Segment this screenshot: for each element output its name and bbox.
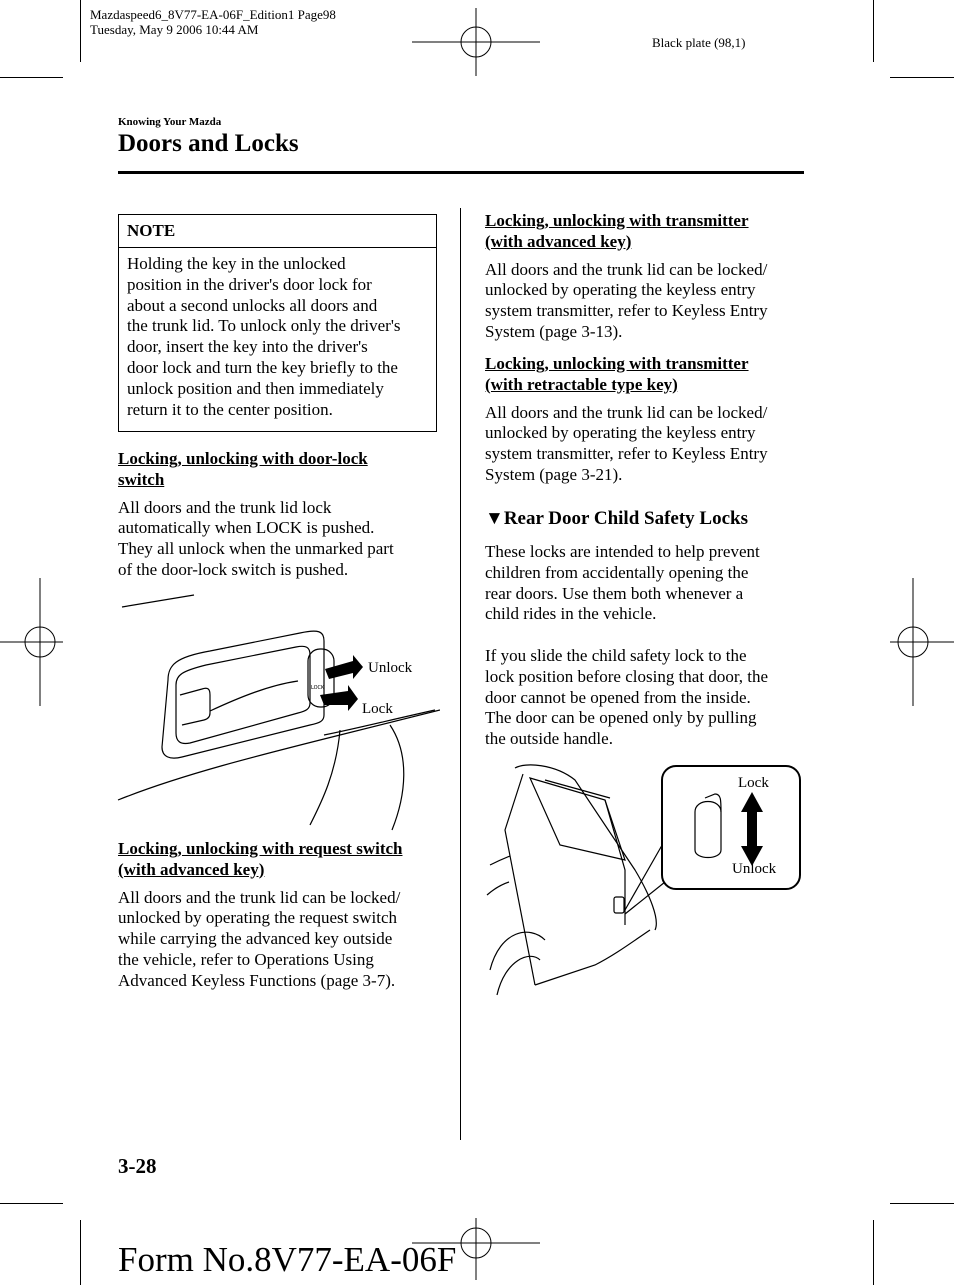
body-line: children from accidentally opening the bbox=[485, 562, 749, 582]
lock-label: Lock bbox=[362, 701, 393, 717]
print-info-line1: Mazdaspeed6_8V77-EA-06F_Edition1 Page98 bbox=[90, 7, 336, 22]
note-line: door lock and turn the key briefly to the bbox=[127, 357, 398, 377]
subheading: Locking, unlocking with request switch bbox=[118, 839, 403, 858]
title-rule bbox=[118, 171, 804, 174]
section-label: Knowing Your Mazda bbox=[118, 116, 222, 128]
body-line: door cannot be opened from the inside. bbox=[485, 687, 751, 707]
column-divider bbox=[460, 208, 461, 1140]
child-locks-para2 bbox=[485, 646, 815, 750]
form-number: Form No.8V77-EA-06F bbox=[118, 1240, 457, 1279]
subheading: (with retractable type key) bbox=[485, 374, 678, 394]
body-line: If you slide the child safety lock to the bbox=[485, 646, 747, 665]
subheading: Locking, unlocking with door-lock bbox=[118, 449, 368, 468]
note-line: about a second unlocks all doors and bbox=[127, 295, 378, 315]
note-line: Holding the key in the unlocked bbox=[127, 254, 346, 273]
page-number: 3-28 bbox=[118, 1154, 157, 1178]
print-info-line2: Tuesday, May 9 2006 10:44 AM bbox=[90, 22, 259, 37]
note-heading: NOTE bbox=[119, 215, 436, 248]
child-locks-heading-text: Rear Door Child Safety Locks bbox=[503, 508, 749, 529]
body-line: System (page 3-21). bbox=[485, 464, 623, 484]
subheading: switch bbox=[118, 469, 165, 489]
body-line: child rides in the vehicle. bbox=[485, 604, 657, 624]
child-locks-heading bbox=[485, 508, 748, 530]
body-line: All doors and the trunk lid can be locked/ bbox=[485, 402, 768, 422]
plate-info: Black plate (98,1) bbox=[652, 35, 746, 50]
subheading: (with advanced key) bbox=[118, 859, 265, 879]
body-line: The door can be opened only by pulling bbox=[485, 708, 757, 728]
note-body bbox=[119, 248, 436, 428]
body-line: Advanced Keyless Functions (page 3-7). bbox=[118, 970, 396, 990]
request-switch-section bbox=[118, 839, 453, 992]
note-line: return it to the center position. bbox=[127, 399, 333, 419]
child-lock-figure bbox=[485, 760, 805, 1000]
body-line: rear doors. Use them both whenever a bbox=[485, 583, 744, 603]
page-title: Doors and Locks bbox=[118, 130, 299, 157]
door-lock-switch-section bbox=[118, 449, 448, 581]
transmitter-retractable-section bbox=[485, 354, 815, 486]
triangle-down-icon: ▼ bbox=[485, 508, 504, 529]
note-line: the trunk lid. To unlock only the driver's bbox=[127, 316, 401, 336]
body-line: the vehicle, refer to Operations Using bbox=[118, 949, 374, 969]
subheading: Locking, unlocking with transmitter bbox=[485, 354, 749, 373]
body-line: All doors and the trunk lid can be locked/ bbox=[485, 259, 768, 279]
body-line: while carrying the advanced key outside bbox=[118, 929, 393, 949]
child-lock-label: Lock bbox=[738, 775, 769, 791]
body-line: system transmitter, refer to Keyless Entry bbox=[485, 444, 768, 464]
subheading: (with advanced key) bbox=[485, 231, 632, 251]
note-box bbox=[118, 214, 437, 432]
body-line: These locks are intended to help prevent bbox=[485, 542, 760, 561]
body-line: lock position before closing that door, the bbox=[485, 666, 769, 686]
subheading: Locking, unlocking with transmitter bbox=[485, 211, 749, 230]
body-line: the outside handle. bbox=[485, 729, 613, 749]
body-line: They all unlock when the unmarked part bbox=[118, 539, 394, 559]
note-line: position in the driver's door lock for bbox=[127, 274, 372, 294]
child-unlock-label: Unlock bbox=[732, 861, 777, 877]
note-line: unlock position and then immediately bbox=[127, 378, 384, 398]
body-line: unlocked by operating the request switch bbox=[118, 908, 398, 928]
body-line: of the door-lock switch is pushed. bbox=[118, 559, 349, 579]
body-line: All doors and the trunk lid can be locked/ bbox=[118, 887, 401, 907]
body-line: unlocked by operating the keyless entry bbox=[485, 280, 756, 300]
child-locks-para1 bbox=[485, 542, 815, 625]
lock-switch-text: LOCK bbox=[311, 685, 325, 691]
note-line: door, insert the key into the driver's bbox=[127, 337, 368, 357]
transmitter-advanced-section bbox=[485, 211, 815, 343]
body-line: System (page 3-13). bbox=[485, 321, 623, 341]
callout-box bbox=[662, 766, 800, 889]
body-line: All doors and the trunk lid lock bbox=[118, 497, 332, 517]
body-line: automatically when LOCK is pushed. bbox=[118, 518, 375, 538]
body-line: system transmitter, refer to Keyless Entry bbox=[485, 301, 768, 321]
unlock-label: Unlock bbox=[368, 660, 413, 676]
body-line: unlocked by operating the keyless entry bbox=[485, 423, 756, 443]
